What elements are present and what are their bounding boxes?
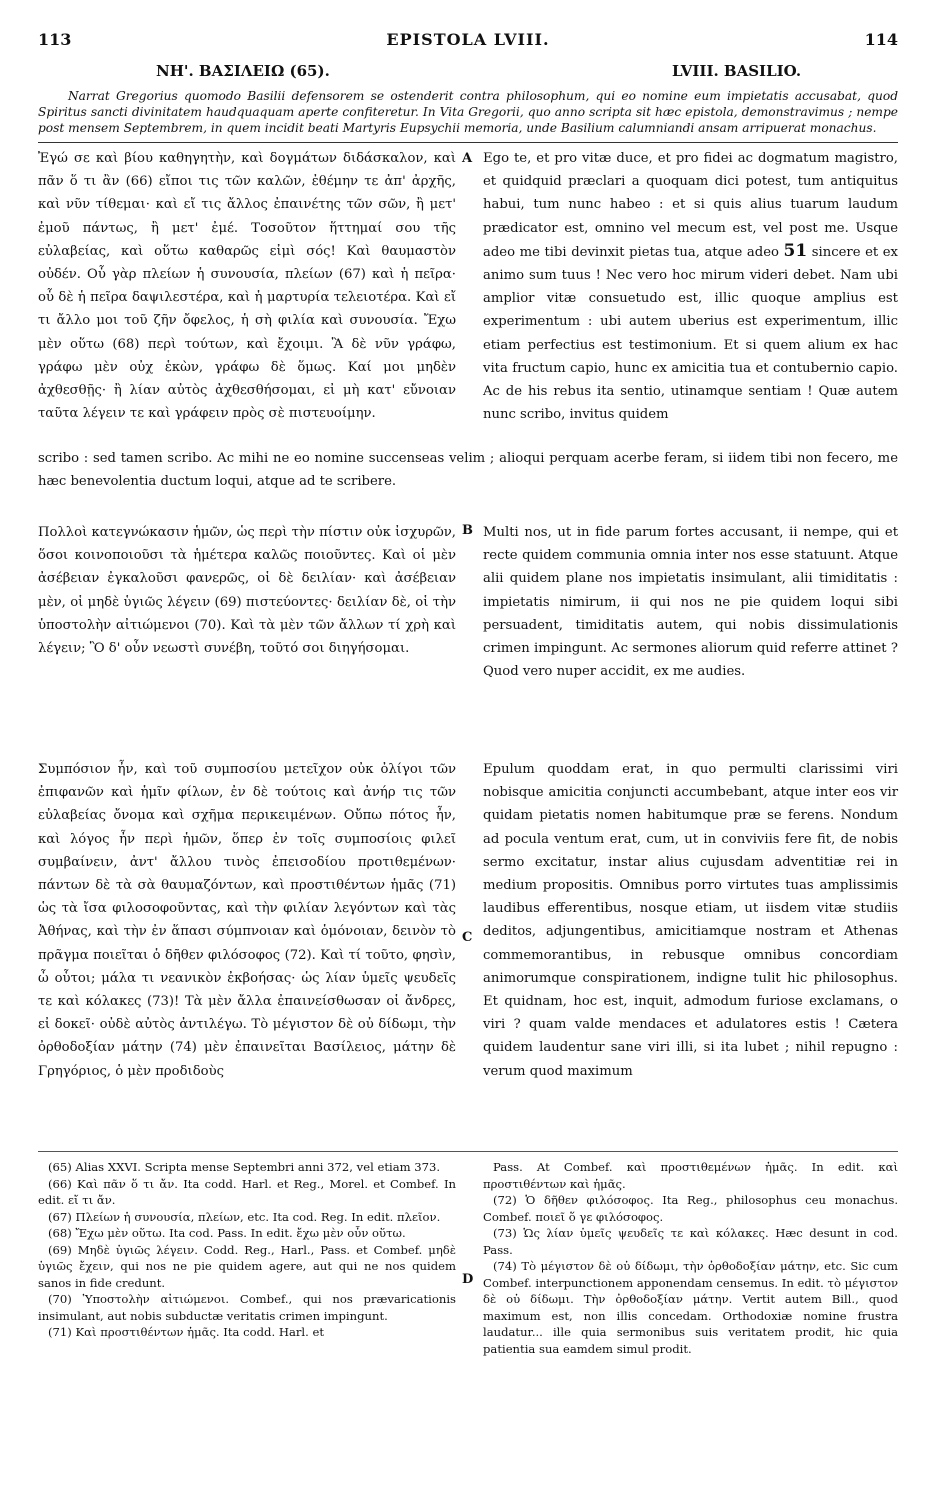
footnote: (68) Ἔχω μὲν οὕτω. Ita cod. Pass. In edit. ἔχω μὲν οὖν οὕτω. xyxy=(48,1226,406,1240)
footnote: (73) Ὡς λίαν ὑμεῖς ψευδεῖς τε καὶ κόλακες. Hæc desunt in cod. Pass. xyxy=(483,1226,898,1257)
argument-summary: Narrat Gregorius quomodo Basilii defensorem se ostenderit contra philosophum, qui eo nomine eum impietatis accusabat, quod Spiritus sancti divinitatem haudquaquam aperte confiteretur. In Vita Gregorii, quo anno scripta sit hæc epistola, demonstravimus ; nempe post mensem Septembrem, in quem incidit beati Martyris Eupsychii memoria, unde Basilium calumniandi ansam arripuerat monachus. xyxy=(38,89,898,135)
footnote-rule xyxy=(38,1151,898,1152)
page xyxy=(38,30,898,1356)
page-number-left: 113 xyxy=(38,30,72,49)
latin-p1-start: Ego te, et pro vitæ duce, et pro fidei ac dogmatum magistro, et quidquid præclari a quoquam dici potest, tum antiquitus habui, tum nunc habeo : et si quis alius tuarum laudum prædicator est, omnino vel mecum est, vel post me. Usque adeo me tibi devinxit pietas tua, atque adeo xyxy=(483,151,898,260)
letter-headings xyxy=(38,62,898,84)
latin-paragraph-1-full-width: scribo : sed tamen scribo. Ac mihi ne eo nomine succenseas velim ; alioqui perquam acerbe feram, si iidem tibi non fecero, me hæc benevolentia ductum loqui, atque ad te scribere. xyxy=(38,451,898,490)
footnotes-right xyxy=(483,1159,898,1357)
margin-letter-d: D xyxy=(462,1272,474,1287)
page-number-right: 114 xyxy=(864,30,898,49)
footnote: (71) Καὶ προστιθέντων ἡμᾶς. Ita codd. Harl. et xyxy=(48,1325,324,1339)
latin-heading: LVIII. BASILIO. xyxy=(672,62,802,80)
margin-letter-c: C xyxy=(462,930,473,945)
footnote: (74) Τὸ μέγιστον δὲ οὐ δίδωμι, τὴν ὀρθοδοξίαν μάτην, etc. Sic cum Combef. interpunctionem apponendam censemus. In edit. τὸ μέγιστον δὲ οὐ δίδωμι. Τὴν ὀρθοδοξίαν μάτην. Vertit autem Bill., quod maximum est, non illis concedam. Orthodoxiæ nomine frustra laudatur... ille quia sermonibus suis veritatem prodit, hic quia patientia sua eamdem simul prodit. xyxy=(483,1259,898,1356)
footnotes-left xyxy=(38,1159,456,1341)
greek-paragraph-2: Πολλοὶ κατεγνώκασιν ἡμῶν, ὡς περὶ τὴν πίστιν οὐκ ἰσχυρῶν, ὅσοι κοινοποιοῦσι τὰ ἡμέτερα καλῶς ποιοῦντες. Καὶ οἱ μὲν ἀσέβειαν ἐγκαλοῦσι φανερῶς, οἱ δὲ δειλίαν· καὶ ἀσέβειαν μὲν, οἱ μηδὲ ὑγιῶς λέγειν (69) πιστεύοντες· δειλίαν δὲ, οἱ τὴν ὑποστολὴν αἰτιώμενοι (70). Καὶ τὰ μὲν τῶν ἄλλων τί χρὴ καὶ λέγειν; Ὃ δ' οὖν νεωστὶ συνέβη, τοῦτό σοι διηγήσομαι. xyxy=(38,525,456,657)
greek-heading: ΝΗ'. ΒΑΣΙΛΕΙΩ (65). xyxy=(156,62,330,80)
latin-paragraph-1 xyxy=(483,147,898,426)
footnote: Pass. At Combef. καὶ προστιθεμένων ἡμᾶς. In edit. καὶ προστιθέντων καὶ ἡμᾶς. xyxy=(483,1160,898,1191)
column-number: 51 xyxy=(783,240,808,261)
margin-letter-a: A xyxy=(462,151,473,166)
footnote: (66) Καὶ πᾶν ὅ τι ἄν. Ita codd. Harl. et Reg., Morel. et Combef. In edit. εἴ τι ἄν. xyxy=(38,1176,456,1207)
greek-paragraph-1: Ἐγώ σε καὶ βίου καθηγητὴν, καὶ δογμάτων διδάσκαλον, καὶ πᾶν ὅ τι ἂν (66) εἴποι τις τῶν καλῶν, ἐθέμην τε ἀπ' ἀρχῆς, καὶ νῦν τίθεμαι· καὶ εἴ τις ἄλλος ἐπαινέτης τῶν σῶν, ἢ μετ' ἐμοῦ πάντως, ἢ μετ' ἐμέ. Τοσοῦτον ἥττημαί σου τῆς εὐλαβείας, καὶ οὕτω καθαρῶς εἰμὶ σός! Καὶ θαυμαστὸν οὐδέν. Οὗ γὰρ πλείων ἡ συνουσία, πλείων (67) καὶ ἡ πεῖρα· οὗ δὲ ἡ πεῖρα δαψιλεστέρα, καὶ ἡ μαρτυρία τελειοτέρα. Καὶ εἴ τι ἄλλο μοι τοῦ ζῆν ὄφελος, ἡ σὴ φιλία καὶ συνουσία. Ἔχω μὲν οὕτω (68) περὶ τούτων, καὶ ἔχοιμι. Ἃ δὲ νῦν γράφω, γράφω μὲν οὐχ ἑκὼν, γράφω δὲ ὅμως. Καί μοι μηδὲν ἀχθεσθῇς· ἢ λίαν αὐτὸς ἀχθεσθήσομαι, εἰ μὴ κατ' εὔνοιαν ταῦτα λέγειν τε καὶ γράφειν πρὸς σὲ πιστευοίμην. xyxy=(38,151,456,422)
footnote: (65) Alias XXVI. Scripta mense Septembri anni 372, vel etiam 373. xyxy=(48,1160,441,1174)
latin-p1-cont: sincere et ex animo sum tuus ! Nec vero hoc mirum videri debet. Nam ubi amplior vitæ consuetudo est, illic quoque amplius est experimentum : ubi autem uberius est experimentum, illic etiam perfectius est testimonium. Et si quem alium ex hac vita fructum capio, hunc ex amicitia tua et contubernio capio. Ac de his rebus ita sentio, utinamque sentiam ! Quæ autem nunc scribo, invitus quidem xyxy=(483,244,898,423)
header-rule xyxy=(38,142,898,143)
page-title: EPISTOLA LVIII. xyxy=(386,30,550,49)
running-header xyxy=(38,30,898,52)
latin-paragraph-3: Epulum quoddam erat, in quo permulti clarissimi viri nobisque amicitia conjuncti accumbebant, atque inter eos vir quidam pietatis nomen habitumque præ se ferens. Nondum ad pocula ventum erat, cum, ut in conviviis fere fit, de nobis sermo excitatur, instar alius cujusdam adventitiæ rei in medium propositis. Omnibus porro virtutes tuas amplissimis laudibus efferentibus, nosque etiam, ut iisdem vitæ studiis deditos, adjungentibus, amicitiamque nostram et Athenas commemorantibus, in rebusque omnibus concordiam animorumque conspirationem, indigne tulit hic philosophus. Et quidnam, hoc est, inquit, admodum furiose exclamans, o viri ? quam valde mendaces et adulatores estis ! Cætera quidem laudentur sane viri illi, si ita lubet ; nihil repugno : verum quod maximum xyxy=(483,762,898,1079)
footnote: (72) Ὁ δῆθεν φιλόσοφος. Ita Reg., philosophus ceu monachus. Combef. ποιεῖ ὅ γε φιλόσοφος. xyxy=(483,1193,898,1224)
footnote: (67) Πλείων ἡ συνουσία, πλείων, etc. Ita cod. Reg. In edit. πλεῖον. xyxy=(48,1209,441,1224)
greek-paragraph-3: Συμπόσιον ἦν, καὶ τοῦ συμποσίου μετεῖχον οὐκ ὀλίγοι τῶν ἐπιφανῶν καὶ ἡμῖν φίλων, ἐν δὲ τούτοις καὶ ἀνήρ τις τῶν εὐλαβείας ὄνομα καὶ σχῆμα περικειμένων. Οὔπω πότος ἦν, καὶ λόγος ἦν περὶ ἡμῶν, ὅπερ ἐν τοῖς συμποσίοις φιλεῖ συμβαίνειν, ἀντ' ἄλλου τινὸς ἐπεισοδίου προτιθεμένων· πάντων δὲ τὰ σὰ θαυμαζόντων, καὶ προστιθέντων ἡμᾶς (71) ὡς τὰ ἴσα φιλοσοφοῦντας, καὶ τὴν φιλίαν λεγόντων καὶ τὰς Ἀθήνας, καὶ τὴν ἐν ἅπασι σύμπνοιαν καὶ ὁμόνοιαν, δεινὸν τὸ πρᾶγμα ποιεῖται ὁ δῆθεν φιλόσοφος (72). Καὶ τί τοῦτο, φησὶν, ὦ οὗτοι; μάλα τι νεανικὸν ἐκβοήσας· ὡς λίαν ὑμεῖς ψευδεῖς τε καὶ κόλακες (73)! Τὰ μὲν ἄλλα ἐπαινείσθωσαν οἱ ἄνδρες, εἰ δοκεῖ· οὐδὲ αὐτὸς ἀντιλέγω. Τὸ μέγιστον δὲ οὐ δίδωμι, τὴν ὀρθοδοξίαν μάτην (74) μὲν ἐπαινεῖται Βασίλειος, μάτην δὲ Γρηγόριος, ὁ μὲν προδιδοὺς xyxy=(38,762,456,1079)
margin-letter-b: B xyxy=(462,523,473,538)
footnote: (69) Μηδὲ ὑγιῶς λέγειν. Codd. Reg., Harl., Pass. et Combef. μηδὲ ὑγιῶς ἔχειν, qui nos ne pie quidem agere, aut qui ne nos quidem sanos in fide credunt. xyxy=(38,1242,456,1290)
latin-paragraph-2: Multi nos, ut in fide parum fortes accusant, ii nempe, qui et recte quidem communia omnia inter nos esse statuunt. Atque alii quidem plane nos impietatis insimulant, alii timiditatis : impietatis nimirum, ii qui nos ne pie quidem loqui sibi persuadent, timiditatis autem, qui nobis dissimulationis crimen impingunt. Ac sermones aliorum quid referre attinet ? Quod vero nuper accidit, ex me audies. xyxy=(483,525,898,680)
footnote: (70) Ὑποστολὴν αἰτιώμενοι. Combef., qui nos prævaricationis insimulant, aut nobis subductæ veritatis crimen impingunt. xyxy=(38,1292,456,1323)
